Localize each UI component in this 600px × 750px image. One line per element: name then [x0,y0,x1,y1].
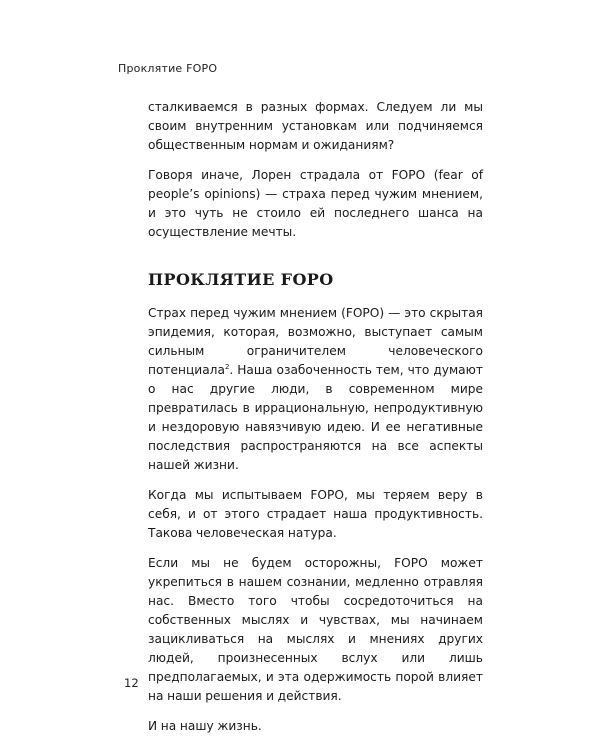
paragraph-3-text-b: . Наша озабоченность тем, что думают о нас другие люди, в современном мире превратилась в иррациональную, непродуктивную и нездоровую навязчивую идею. И ее негативные последствия распространяются на все аспекты нашей жизни. [148,363,483,472]
paragraph-6: И на нашу жизнь. [148,719,262,733]
paragraph-3-text-a: Страх перед чужим мнением (FOPO) — это скрытая эпидемия, которая, возможно, выступает самым сильным ограничителем человеческого потенциала [148,306,483,377]
paragraph-5: Если мы не будем осторожны, FOPO может укрепиться в нашем сознании, медленно отравляя нас. Вместо того чтобы сосредоточиться на собственных мыслях и чувствах, мы начинаем зацикливаться на мыслях и мнениях других людей, произнесенных вслух или лишь предполагаемых, и эта одержимость порой влияет на наши решения и действия. [148,556,483,703]
footnote-reference: 2 [224,362,230,371]
page-body [148,98,483,747]
paragraph-2: Говоря иначе, Лорен страдала от FOPO (fear of people’s opinions) — страха перед чужим мнением, и это чуть не стоило ей последнего шанса на осуществление мечты. [148,168,483,239]
paragraph-3 [148,304,483,475]
page-number: 12 [124,676,139,690]
section-heading: ПРОКЛЯТИЕ FOPO [148,270,334,289]
paragraph-1: сталкиваемся в разных формах. Следуем ли мы своим внутренним установкам или подчиняемся общественным нормам и ожиданиям? [148,100,483,152]
paragraph-4: Когда мы испытываем FOPO, мы теряем веру в себя, и от этого страдает наша продуктивность. Такова человеческая натура. [148,488,483,540]
running-header: Проклятие FOPO [118,62,218,75]
